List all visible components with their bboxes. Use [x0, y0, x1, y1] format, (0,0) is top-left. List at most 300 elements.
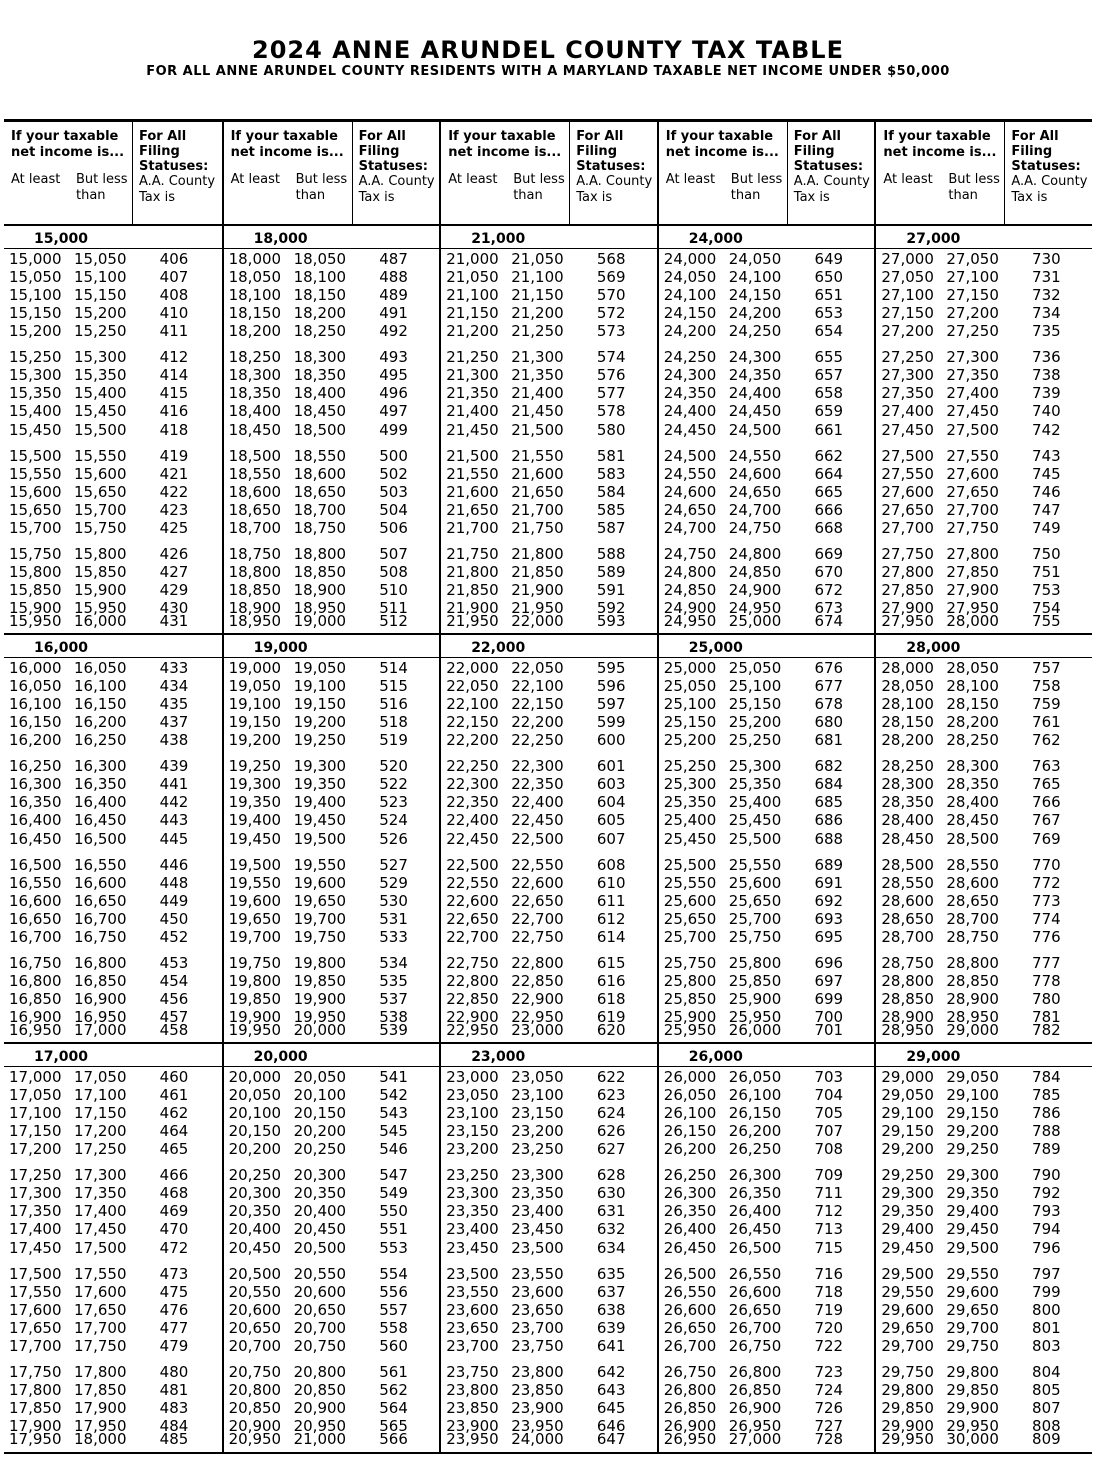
table-row: [4, 422, 222, 439]
at-least-value: 18,400: [228, 402, 282, 421]
but-less-than-value: 24,650: [728, 482, 782, 501]
header-but-less-than: But less than: [730, 172, 783, 203]
but-less-than-value: 20,000: [293, 1020, 347, 1039]
table-row: [4, 678, 222, 695]
at-least-value: 27,900: [881, 598, 934, 617]
but-less-than-value: 25,350: [728, 775, 782, 794]
at-least-value: 22,350: [446, 793, 499, 812]
county-tax-value: 588: [596, 544, 626, 563]
table-row: [441, 1364, 657, 1381]
table-row: [441, 403, 657, 420]
county-tax-value: 605: [596, 811, 626, 830]
county-tax-value: 686: [814, 811, 844, 830]
bracket-heading-label: 28,000: [906, 640, 961, 656]
at-least-value: 26,800: [663, 1380, 717, 1399]
bracket-heading: [876, 635, 1092, 658]
but-less-than-value: 28,800: [946, 953, 999, 972]
table-row: [441, 1203, 657, 1220]
county-tax-value: 615: [596, 953, 626, 972]
county-tax-value: 807: [1032, 1398, 1061, 1417]
but-less-than-value: 25,800: [728, 953, 782, 972]
but-less-than-value: 23,250: [511, 1140, 564, 1159]
county-tax-value: 457: [159, 1007, 189, 1026]
county-tax-value: 704: [814, 1086, 844, 1105]
at-least-value: 21,700: [446, 518, 499, 537]
table-row: [4, 1266, 222, 1283]
header-filing-label: For All Filing Statuses:: [576, 129, 646, 174]
table-row: [4, 875, 222, 892]
table-row: [659, 385, 875, 402]
at-least-value: 24,950: [663, 611, 717, 630]
but-less-than-value: 19,050: [293, 659, 347, 677]
county-tax-value: 799: [1032, 1282, 1061, 1301]
county-tax-value: 665: [814, 482, 844, 501]
table-row: [4, 1022, 222, 1039]
table-row: [876, 714, 1092, 731]
but-less-than-value: 22,900: [511, 989, 564, 1008]
county-tax-value: 542: [379, 1086, 408, 1105]
county-tax-value: 443: [159, 811, 189, 830]
county-tax-value: 736: [1032, 348, 1061, 367]
table-row: [4, 287, 222, 304]
at-least-value: 24,700: [663, 518, 717, 537]
table-row: [224, 367, 440, 384]
but-less-than-value: 25,200: [728, 713, 782, 732]
but-less-than-value: 22,650: [511, 891, 564, 910]
at-least-value: 23,400: [446, 1220, 499, 1239]
but-less-than-value: 16,150: [74, 695, 127, 714]
county-tax-value: 446: [159, 855, 189, 874]
but-less-than-value: 21,400: [511, 384, 564, 403]
table-row: [224, 696, 440, 713]
at-least-value: 29,850: [881, 1398, 934, 1417]
but-less-than-value: 15,550: [74, 446, 127, 465]
table-row: [224, 812, 440, 829]
table-row: [4, 1105, 222, 1122]
table-row: [659, 794, 875, 811]
bottom-rule: [4, 1452, 1092, 1454]
table-row: [659, 1320, 875, 1337]
table-row: [441, 1167, 657, 1184]
table-row: [876, 660, 1092, 677]
table-row: [659, 714, 875, 731]
at-least-value: 19,000: [228, 659, 282, 677]
but-less-than-value: 29,650: [946, 1300, 999, 1319]
table-row: [659, 502, 875, 519]
at-least-value: 25,900: [663, 1007, 717, 1026]
county-tax-value: 786: [1032, 1104, 1061, 1123]
but-less-than-value: 15,650: [74, 482, 127, 501]
table-row: [876, 1141, 1092, 1158]
but-less-than-value: 24,600: [728, 464, 782, 483]
but-less-than-value: 19,250: [293, 731, 347, 750]
at-least-value: 19,950: [228, 1020, 282, 1039]
but-less-than-value: 22,050: [511, 659, 564, 677]
table-row: [224, 1105, 440, 1122]
at-least-value: 26,950: [663, 1429, 717, 1448]
county-tax-value: 643: [596, 1380, 626, 1399]
bracket-heading-label: 19,000: [253, 640, 308, 656]
at-least-value: 26,400: [663, 1220, 717, 1239]
at-least-value: 18,350: [228, 384, 282, 403]
but-less-than-value: 19,450: [293, 811, 347, 830]
at-least-value: 23,950: [446, 1429, 499, 1448]
table-row: [876, 269, 1092, 286]
county-tax-value: 718: [814, 1282, 844, 1301]
but-less-than-value: 23,850: [511, 1380, 564, 1399]
at-least-value: 21,750: [446, 544, 499, 563]
county-tax-value: 803: [1032, 1336, 1061, 1355]
table-row: [659, 831, 875, 848]
table-row: [224, 714, 440, 731]
but-less-than-value: 27,250: [946, 322, 999, 341]
at-least-value: 28,000: [881, 659, 934, 677]
at-least-value: 21,150: [446, 304, 499, 323]
table-row: [876, 1069, 1092, 1086]
table-row: [659, 1302, 875, 1319]
county-tax-value: 749: [1032, 518, 1061, 537]
table-row: [4, 251, 222, 268]
at-least-value: 24,250: [663, 348, 717, 367]
table-row: [4, 546, 222, 563]
but-less-than-value: 24,200: [728, 304, 782, 323]
but-less-than-value: 17,900: [74, 1398, 127, 1417]
county-tax-value: 497: [379, 402, 408, 421]
county-tax-value: 780: [1032, 989, 1061, 1008]
but-less-than-value: 29,350: [946, 1184, 999, 1203]
county-tax-value: 650: [814, 268, 844, 287]
at-least-value: 18,150: [228, 304, 282, 323]
table-row: [876, 893, 1092, 910]
county-tax-value: 809: [1032, 1429, 1061, 1448]
table-row: [441, 422, 657, 439]
county-tax-value: 480: [159, 1362, 189, 1381]
county-tax-value: 422: [159, 482, 189, 501]
county-tax-value: 776: [1032, 927, 1061, 946]
table-row: [876, 875, 1092, 892]
table-row: [224, 564, 440, 581]
at-least-value: 16,700: [9, 927, 62, 946]
bracket-heading-label: 15,000: [34, 231, 89, 247]
county-tax-value: 539: [379, 1020, 408, 1039]
but-less-than-value: 17,300: [74, 1166, 127, 1185]
table-row: [4, 794, 222, 811]
but-less-than-value: 24,050: [728, 250, 782, 268]
at-least-value: 15,750: [9, 544, 62, 563]
at-least-value: 29,800: [881, 1380, 934, 1399]
county-tax-value: 788: [1032, 1122, 1061, 1141]
at-least-value: 26,050: [663, 1086, 717, 1105]
county-tax-value: 794: [1032, 1220, 1061, 1239]
county-tax-value: 516: [379, 695, 408, 714]
county-tax-value: 715: [814, 1238, 844, 1257]
but-less-than-value: 16,250: [74, 731, 127, 750]
but-less-than-value: 15,900: [74, 580, 127, 599]
bracket-heading: [224, 226, 440, 249]
county-tax-value: 565: [379, 1416, 408, 1435]
but-less-than-value: 17,750: [74, 1336, 127, 1355]
at-least-value: 21,100: [446, 286, 499, 305]
county-tax-value: 777: [1032, 953, 1061, 972]
table-row: [224, 973, 440, 990]
at-least-value: 19,150: [228, 713, 282, 732]
but-less-than-value: 22,950: [511, 1007, 564, 1026]
table-row: [659, 1338, 875, 1355]
at-least-value: 24,450: [663, 420, 717, 439]
table-row: [876, 857, 1092, 874]
table-row: [441, 794, 657, 811]
table-row: [876, 546, 1092, 563]
at-least-value: 19,900: [228, 1007, 282, 1026]
at-least-value: 18,800: [228, 562, 282, 581]
county-tax-value: 705: [814, 1104, 844, 1123]
but-less-than-value: 26,400: [728, 1202, 782, 1221]
but-less-than-value: 17,600: [74, 1282, 127, 1301]
county-tax-value: 541: [379, 1068, 408, 1086]
table-row: [876, 1185, 1092, 1202]
header-but-less-than: But less than: [513, 172, 565, 203]
table-row: [441, 678, 657, 695]
but-less-than-value: 22,300: [511, 757, 564, 776]
county-tax-value: 726: [814, 1398, 844, 1417]
table-row: [224, 385, 440, 402]
at-least-value: 15,500: [9, 446, 62, 465]
county-tax-value: 554: [379, 1264, 408, 1283]
table-row: [659, 1240, 875, 1257]
header-income-label: If your taxable net income is...: [230, 129, 344, 160]
county-tax-value: 623: [596, 1086, 626, 1105]
county-tax-value: 518: [379, 713, 408, 732]
at-least-value: 18,700: [228, 518, 282, 537]
at-least-value: 15,300: [9, 366, 62, 385]
but-less-than-value: 24,100: [728, 268, 782, 287]
county-tax-value: 735: [1032, 322, 1061, 341]
table-row: [441, 502, 657, 519]
county-tax-value: 596: [596, 677, 626, 696]
county-tax-value: 661: [814, 420, 844, 439]
but-less-than-value: 21,250: [511, 322, 564, 341]
bracket-heading: [441, 1044, 657, 1067]
header-but-less-than: But less than: [948, 172, 1000, 203]
county-tax-value: 766: [1032, 793, 1061, 812]
at-least-value: 20,050: [228, 1086, 282, 1105]
at-least-value: 26,600: [663, 1300, 717, 1319]
but-less-than-value: 19,750: [293, 927, 347, 946]
but-less-than-value: 26,800: [728, 1362, 782, 1381]
county-tax-value: 414: [159, 366, 189, 385]
at-least-value: 17,950: [9, 1429, 62, 1448]
county-tax-value: 562: [379, 1380, 408, 1399]
county-tax-value: 561: [379, 1362, 408, 1381]
table-row: [224, 875, 440, 892]
table-row: [4, 385, 222, 402]
at-least-value: 29,300: [881, 1184, 934, 1203]
table-row: [659, 1221, 875, 1238]
at-least-value: 16,250: [9, 757, 62, 776]
table-row: [4, 1382, 222, 1399]
but-less-than-value: 18,100: [293, 268, 347, 287]
table-row: [876, 1240, 1092, 1257]
county-tax-value: 785: [1032, 1086, 1061, 1105]
but-less-than-value: 24,950: [728, 598, 782, 617]
table-row: [876, 758, 1092, 775]
at-least-value: 15,650: [9, 500, 62, 519]
at-least-value: 20,700: [228, 1336, 282, 1355]
but-less-than-value: 20,150: [293, 1104, 347, 1123]
but-less-than-value: 17,200: [74, 1122, 127, 1141]
but-less-than-value: 27,450: [946, 402, 999, 421]
table-row: [876, 1364, 1092, 1381]
county-tax-value: 408: [159, 286, 189, 305]
at-least-value: 20,550: [228, 1282, 282, 1301]
but-less-than-value: 15,500: [74, 420, 127, 439]
header-at-least: At least: [230, 172, 280, 187]
table-row: [224, 991, 440, 1008]
table-row: [224, 794, 440, 811]
but-less-than-value: 18,000: [74, 1429, 127, 1448]
bracket-heading-label: 23,000: [471, 1049, 526, 1065]
at-least-value: 27,550: [881, 464, 934, 483]
table-row: [876, 794, 1092, 811]
table-row: [224, 955, 440, 972]
county-tax-value: 407: [159, 268, 189, 287]
table-row: [659, 448, 875, 465]
table-row: [659, 1105, 875, 1122]
table-column: [874, 122, 1092, 1453]
at-least-value: 17,500: [9, 1264, 62, 1283]
table-row: [224, 613, 440, 630]
table-row: [224, 732, 440, 749]
county-tax-value: 750: [1032, 544, 1061, 563]
but-less-than-value: 19,350: [293, 775, 347, 794]
county-tax-value: 418: [159, 420, 189, 439]
table-row: [659, 520, 875, 537]
but-less-than-value: 27,000: [728, 1429, 782, 1448]
county-tax-value: 472: [159, 1238, 189, 1257]
at-least-value: 22,400: [446, 811, 499, 830]
but-less-than-value: 22,700: [511, 909, 564, 928]
table-row: [659, 812, 875, 829]
at-least-value: 28,150: [881, 713, 934, 732]
table-row: [659, 367, 875, 384]
table-row: [659, 1284, 875, 1301]
table-row: [4, 1069, 222, 1086]
but-less-than-value: 16,100: [74, 677, 127, 696]
table-row: [441, 732, 657, 749]
county-tax-value: 719: [814, 1300, 844, 1319]
at-least-value: 24,300: [663, 366, 717, 385]
header-but-less-than: But less than: [76, 172, 128, 203]
at-least-value: 21,250: [446, 348, 499, 367]
table-row: [224, 660, 440, 677]
table-row: [4, 714, 222, 731]
but-less-than-value: 21,100: [511, 268, 564, 287]
table-row: [441, 991, 657, 1008]
but-less-than-value: 22,450: [511, 811, 564, 830]
at-least-value: 18,500: [228, 446, 282, 465]
header-county-tax-label: A.A. County Tax is: [576, 174, 653, 205]
table-row: [224, 1364, 440, 1381]
county-tax-value: 720: [814, 1318, 844, 1337]
but-less-than-value: 17,800: [74, 1362, 127, 1381]
table-row: [224, 1338, 440, 1355]
county-tax-value: 745: [1032, 464, 1061, 483]
county-tax-value: 508: [379, 562, 408, 581]
county-tax-value: 423: [159, 500, 189, 519]
table-row: [4, 857, 222, 874]
at-least-value: 24,800: [663, 562, 717, 581]
at-least-value: 15,700: [9, 518, 62, 537]
but-less-than-value: 20,750: [293, 1336, 347, 1355]
but-less-than-value: 25,700: [728, 909, 782, 928]
but-less-than-value: 20,850: [293, 1380, 347, 1399]
county-tax-value: 792: [1032, 1184, 1061, 1203]
but-less-than-value: 29,450: [946, 1220, 999, 1239]
county-tax-value: 534: [379, 953, 408, 972]
at-least-value: 27,800: [881, 562, 934, 581]
at-least-value: 28,800: [881, 971, 934, 990]
at-least-value: 22,900: [446, 1007, 499, 1026]
table-row: [441, 1105, 657, 1122]
but-less-than-value: 16,900: [74, 989, 127, 1008]
at-least-value: 19,250: [228, 757, 282, 776]
table-row: [224, 1400, 440, 1417]
county-tax-value: 461: [159, 1086, 189, 1105]
but-less-than-value: 18,050: [293, 250, 347, 268]
at-least-value: 19,050: [228, 677, 282, 696]
table-row: [876, 955, 1092, 972]
but-less-than-value: 27,200: [946, 304, 999, 323]
county-tax-value: 682: [814, 757, 844, 776]
at-least-value: 27,000: [881, 250, 934, 268]
at-least-value: 20,300: [228, 1184, 282, 1203]
county-tax-value: 492: [379, 322, 408, 341]
table-row: [441, 1266, 657, 1283]
county-tax-value: 724: [814, 1380, 844, 1399]
but-less-than-value: 22,850: [511, 971, 564, 990]
table-row: [659, 955, 875, 972]
county-tax-value: 538: [379, 1007, 408, 1026]
at-least-value: 24,000: [663, 250, 717, 268]
but-less-than-value: 23,600: [511, 1282, 564, 1301]
at-least-value: 15,250: [9, 348, 62, 367]
table-row: [224, 1266, 440, 1283]
county-tax-value: 504: [379, 500, 408, 519]
but-less-than-value: 16,550: [74, 855, 127, 874]
at-least-value: 22,250: [446, 757, 499, 776]
but-less-than-value: 26,000: [728, 1020, 782, 1039]
but-less-than-value: 20,100: [293, 1086, 347, 1105]
at-least-value: 16,750: [9, 953, 62, 972]
county-tax-value: 730: [1032, 250, 1061, 268]
at-least-value: 16,450: [9, 829, 62, 848]
table-row: [224, 422, 440, 439]
county-tax-value: 610: [596, 873, 626, 892]
table-row: [876, 564, 1092, 581]
county-tax-value: 435: [159, 695, 189, 714]
but-less-than-value: 28,400: [946, 793, 999, 812]
table-row: [659, 251, 875, 268]
at-least-value: 25,200: [663, 731, 717, 750]
but-less-than-value: 29,100: [946, 1086, 999, 1105]
county-tax-value: 427: [159, 562, 189, 581]
bracket-heading-label: 24,000: [688, 231, 743, 247]
at-least-value: 16,000: [9, 659, 62, 677]
county-tax-value: 568: [596, 250, 626, 268]
but-less-than-value: 25,750: [728, 927, 782, 946]
at-least-value: 25,300: [663, 775, 717, 794]
county-tax-value: 664: [814, 464, 844, 483]
